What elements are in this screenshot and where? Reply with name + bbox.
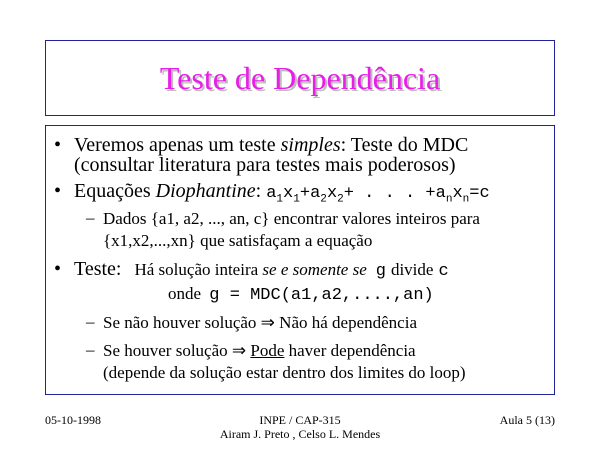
title-box	[45, 40, 555, 116]
footer-page: Aula 5 (13)	[499, 413, 555, 427]
dash-2-line: Se não houver solução ⇒ Não há dependência	[103, 313, 417, 332]
bullet-3-line-1: Teste: Há solução inteira se e somente se g divide c	[74, 258, 449, 281]
dash-glyph: –	[86, 312, 95, 331]
dash-1-line-2: {x1,x2,...,xn} que satisfaçam a equação	[103, 231, 373, 250]
content-box	[45, 125, 555, 395]
footer-date: 05-10-1998	[45, 413, 101, 427]
bullet-glyph: •	[54, 258, 62, 280]
dash-1-line-1: Dados {a1, a2, ..., an, c} encontrar valores inteiros para	[103, 209, 480, 228]
dash-3-line-2: (depende da solução estar dentro dos limites do loop)	[103, 363, 466, 382]
dash-3-line-1: Se houver solução ⇒ Pode haver dependência	[103, 341, 416, 360]
bullet-3-line-2: onde g = MDC(a1,a2,....,an)	[168, 284, 434, 305]
bullet-1-line-1: Veremos apenas um teste simples: Teste do MDC	[74, 134, 469, 156]
footer-center: INPE / CAP-315 Airam J. Preto , Celso L. Mendes	[219, 413, 381, 441]
dash-glyph: –	[86, 340, 95, 359]
bullet-1-line-2: (consultar literatura para testes mais poderosos)	[74, 154, 456, 176]
diophantine-equation: $a_1x_1+a_2x_2+$ . . . $+a_nx_n=c$	[266, 184, 490, 206]
bullet-glyph: •	[54, 134, 62, 156]
bullet-2-line: Equações Diophantine: $a_1x_1+a_2x_2+$ . . . $+a_nx_n=c$	[74, 180, 490, 206]
slide-title: Teste de Dependência	[159, 59, 441, 96]
bullet-glyph: •	[54, 180, 62, 202]
dash-glyph: –	[86, 208, 95, 227]
